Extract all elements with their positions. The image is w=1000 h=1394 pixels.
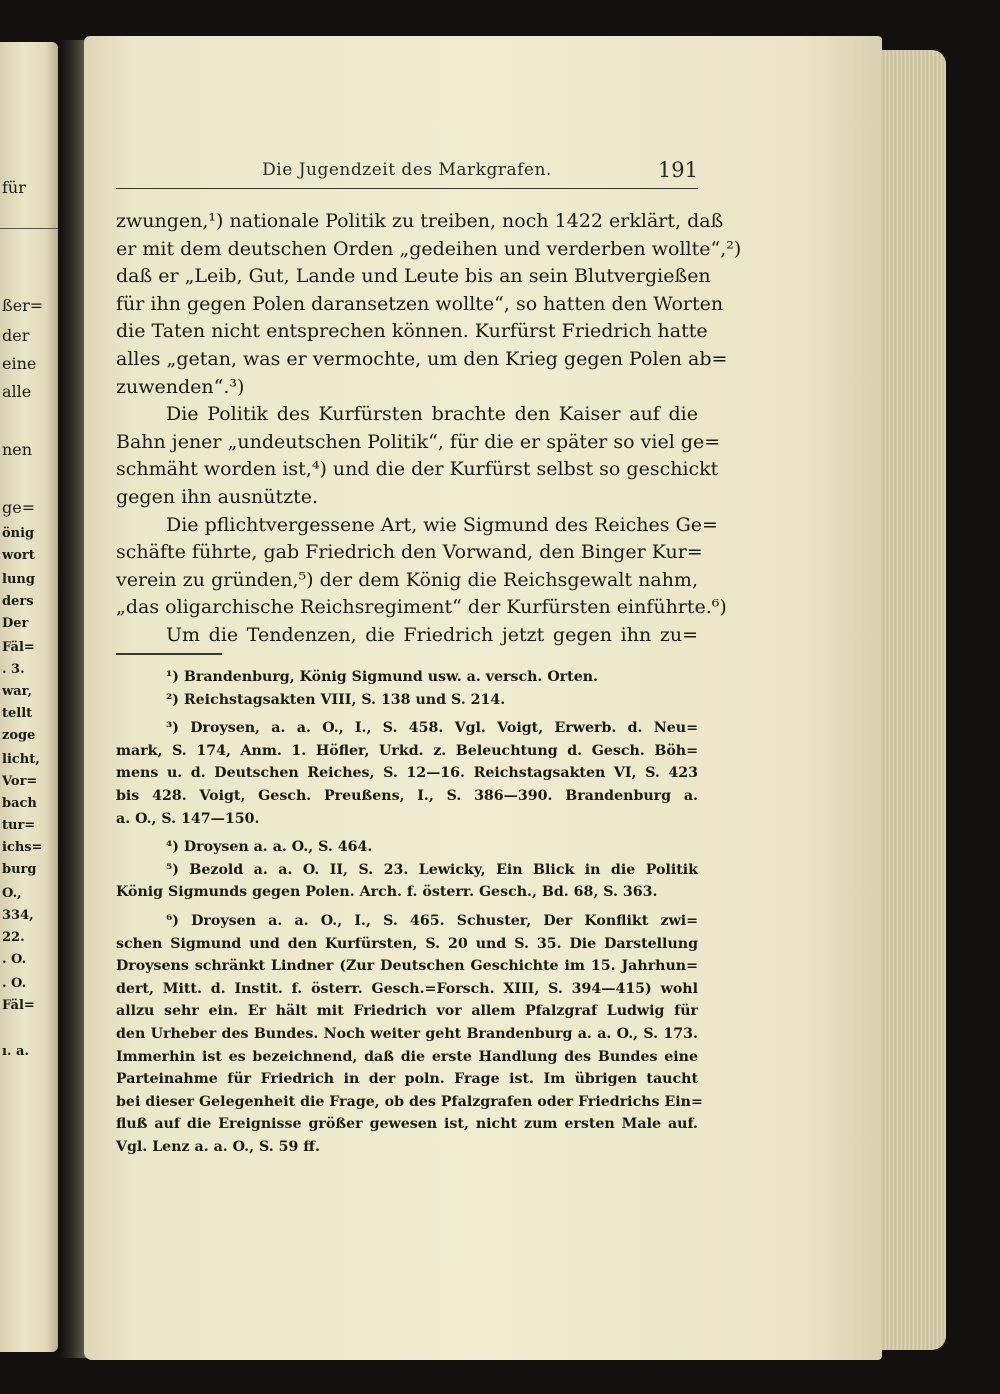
footnote-line: ²) Reichstagsakten VIII, S. 138 und S. 214. bbox=[166, 691, 506, 708]
facing-page-fragment-text: Vor= bbox=[2, 774, 38, 789]
footnote-line: fluß auf die Ereignisse größer gewesen ist, nicht zum ersten Male auf. bbox=[116, 1116, 698, 1133]
facing-page-fragment-text: ichs= bbox=[2, 840, 43, 855]
body-line: „das oligarchische Reichsregiment“ der Kurfürsten einführte.⁶) bbox=[116, 596, 727, 619]
footnote-line: schen Sigmund und den Kurfürsten, S. 20 und S. 35. Die Darstellung bbox=[116, 935, 698, 952]
facing-page-fragment bbox=[0, 42, 58, 1352]
body-line: zuwenden“.³) bbox=[116, 375, 245, 398]
footnote-line: ³) Droysen, a. a. O., I., S. 458. Vgl. Voigt, Erwerb. d. Neu= bbox=[166, 720, 698, 737]
body-line: schäfte führte, gab Friedrich den Vorwand, den Binger Kur= bbox=[116, 541, 703, 564]
facing-page-fragment-text: eine bbox=[2, 354, 37, 373]
footnote-line: Immerhin ist es bezeichnend, daß die erste Handlung des Bundes eine bbox=[116, 1048, 698, 1065]
body-line: Die pflichtvergessene Art, wie Sigmund des Reiches Ge= bbox=[166, 513, 718, 536]
footnote bbox=[116, 910, 703, 1159]
facing-page-fragment-text: tur= bbox=[2, 818, 36, 833]
facing-page-fragment-text: zoge bbox=[2, 728, 36, 743]
facing-page-fragment-text: burg bbox=[2, 862, 37, 877]
facing-page-fragment-text: lung bbox=[2, 572, 35, 587]
body-line: für ihn gegen Polen daransetzen wollte“, so hatten den Worten bbox=[116, 292, 724, 315]
body-line: die Taten nicht entsprechen können. Kurfürst Friedrich hatte bbox=[116, 320, 708, 343]
footnote-line: König Sigmunds gegen Polen. Arch. f. österr. Gesch., Bd. 68, S. 363. bbox=[116, 884, 658, 901]
body-line: daß er „Leib, Gut, Lande und Leute bis an sein Blutvergießen bbox=[116, 265, 711, 288]
facing-page-fragment-text: 22. bbox=[2, 930, 25, 945]
facing-page-fragment-text: O., bbox=[2, 886, 22, 901]
footnote-line: mens u. d. Deutschen Reiches, S. 12—16. Reichstagsakten VI, S. 423 bbox=[116, 765, 698, 782]
footnote-line: Droysens schränkt Lindner (Zur Deutschen Geschichte im 15. Jahrhun= bbox=[116, 958, 698, 975]
facing-page-fragment-text: 334, bbox=[2, 908, 34, 923]
facing-page-fragment-text: bach bbox=[2, 796, 37, 811]
body-text bbox=[116, 208, 742, 650]
facing-page-fragment-text: . O. bbox=[2, 952, 27, 967]
footnote-separator bbox=[116, 653, 222, 655]
footnotes bbox=[116, 666, 703, 1158]
body-line: schmäht worden ist,⁴) und die der Kurfürst selbst so geschickt bbox=[116, 458, 719, 481]
facing-page-fragment-text: alle bbox=[2, 382, 32, 401]
body-line: zwungen,¹) nationale Politik zu treiben, noch 1422 erklärt, daß bbox=[116, 210, 724, 232]
footnote-line: allzu sehr ein. Er hält mit Friedrich vor allem Pfalzgraf Ludwig für bbox=[116, 1003, 698, 1020]
body-line: verein zu gründen,⁵) der dem König die Reichsgewalt nahm, bbox=[116, 568, 698, 591]
page-number: 191 bbox=[657, 158, 698, 182]
facing-page-fragment-text: ders bbox=[2, 594, 34, 609]
facing-page-fragment-text: . 3. bbox=[2, 662, 25, 677]
facing-page-header-rule bbox=[0, 228, 58, 229]
facing-page-fragment-text: ßer= bbox=[2, 296, 44, 315]
facing-page-fragment-text: . O. bbox=[2, 976, 27, 991]
facing-page-fragment-text: war, bbox=[2, 684, 33, 699]
running-head: Die Jugendzeit des Markgrafen. bbox=[262, 160, 552, 180]
footnote-line: den Urheber des Bundes. Noch weiter geht Brandenburg a. a. O., S. 173. bbox=[116, 1025, 698, 1042]
facing-page-fragment-text: önig bbox=[2, 526, 35, 541]
body-line: alles „getan, was er vermochte, um den Krieg gegen Polen ab= bbox=[116, 347, 728, 370]
footnote-line: a. O., S. 147—150. bbox=[116, 810, 260, 827]
body-line: er mit dem deutschen Orden „gedeihen und verderben wollte“,²) bbox=[116, 237, 742, 260]
facing-page-fragment-text: Der bbox=[2, 616, 29, 631]
footnote-line: bei dieser Gelegenheit die Frage, ob des Pfalzgrafen oder Friedrichs Ein= bbox=[116, 1093, 703, 1110]
body-line: gegen ihn ausnützte. bbox=[116, 485, 319, 508]
footnote-line: Vgl. Lenz a. a. O., S. 59 ff. bbox=[116, 1138, 320, 1155]
facing-page-fragment-text: ı. a. bbox=[2, 1044, 29, 1059]
footnote bbox=[116, 666, 698, 689]
footnote-line: ⁵) Bezold a. a. O. II, S. 23. Lewicky, Ein Blick in die Politik bbox=[166, 861, 698, 878]
facing-page-fragment-text: licht, bbox=[2, 752, 40, 767]
page-header bbox=[116, 158, 698, 189]
footnote-line: Parteinahme für Friedrich in der poln. Frage ist. Im übrigen taucht bbox=[116, 1071, 698, 1088]
footnote-line: ⁶) Droysen a. a. O., I., S. 465. Schuster, Der Konflikt zwi= bbox=[166, 912, 698, 929]
footnote-line: mark, S. 174, Anm. 1. Höfler, Urkd. z. Beleuchtung d. Gesch. Böh= bbox=[116, 742, 698, 759]
facing-page-fragment-text: Fäl= bbox=[2, 640, 35, 655]
facing-page-fragment-text: für bbox=[2, 178, 26, 197]
facing-page-fragment-text: tellt bbox=[2, 706, 33, 721]
facing-page-fragment-text: wort bbox=[2, 548, 35, 563]
footnote bbox=[116, 859, 698, 904]
body-line: Um die Tendenzen, die Friedrich jetzt gegen ihn zu= bbox=[166, 623, 698, 646]
facing-page-fragment-text: nen bbox=[2, 440, 33, 459]
facing-page-fragment-text: Fäl= bbox=[2, 998, 35, 1013]
body-line: Bahn jener „undeutschen Politik“, für die er später so viel ge= bbox=[116, 430, 721, 453]
body-line: Die Politik des Kurfürsten brachte den Kaiser auf die bbox=[166, 403, 698, 426]
footnote bbox=[116, 836, 698, 859]
footnote bbox=[116, 689, 698, 712]
facing-page-fragment-text: der bbox=[2, 326, 30, 345]
footnote bbox=[116, 717, 698, 830]
facing-page-fragment-text: ge= bbox=[2, 498, 36, 517]
footnote-line: dert, Mitt. d. Instit. f. österr. Gesch.=Forsch. XIII, S. 394—415) wohl bbox=[116, 980, 698, 997]
footnote-line: ⁴) Droysen a. a. O., S. 464. bbox=[166, 839, 373, 856]
footnote-line: bis 428. Voigt, Gesch. Preußens, I., S. 386—390. Brandenburg a. bbox=[116, 787, 698, 804]
footnote-line: ¹) Brandenburg, König Sigmund usw. a. versch. Orten. bbox=[166, 669, 598, 685]
